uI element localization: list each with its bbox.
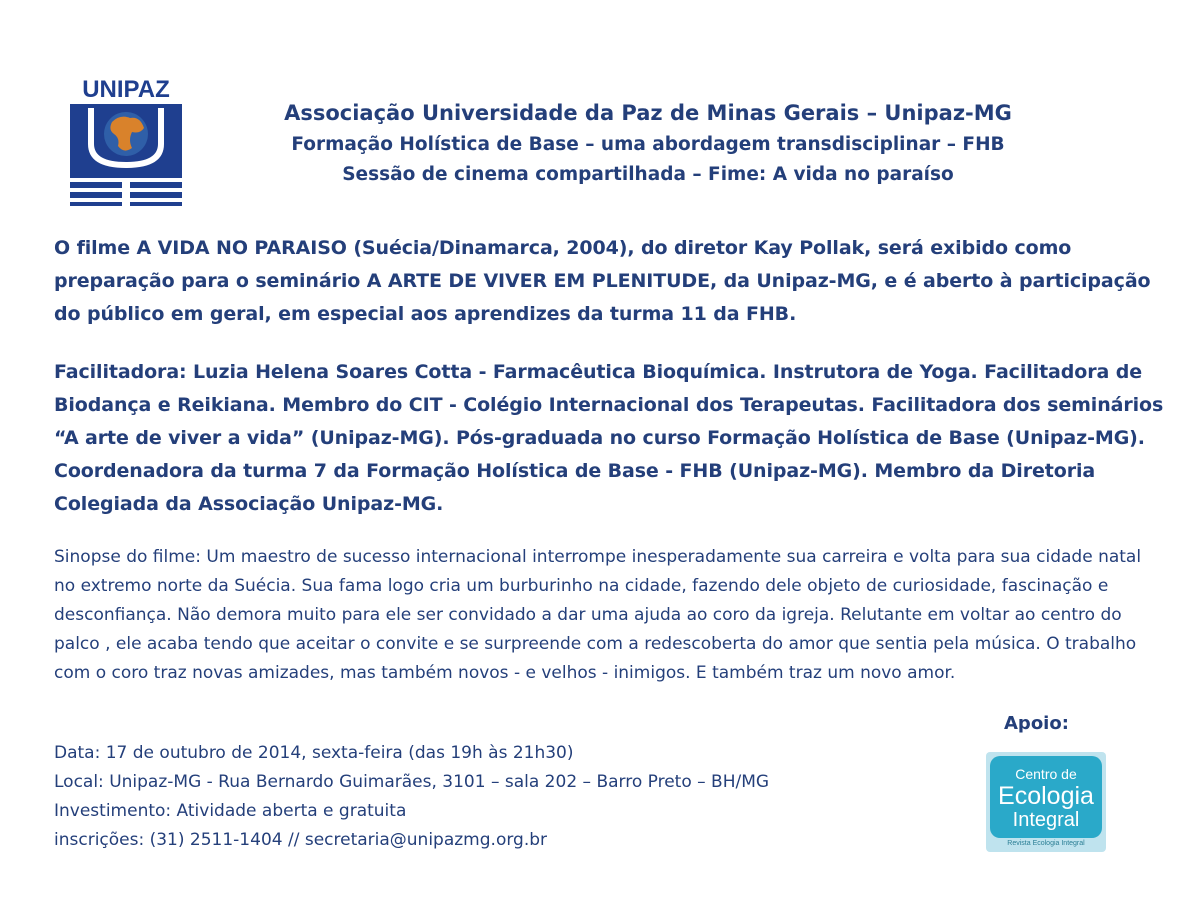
- header: [200, 96, 1096, 190]
- eco-logo-line3: Integral: [1012, 809, 1080, 831]
- event-date: Data: 17 de outubro de 2014, sexta-feira (das 19h às 21h30): [54, 743, 574, 763]
- eco-logo-line2: Ecologia: [998, 782, 1094, 810]
- support-label: Apoio:: [1004, 713, 1069, 734]
- org-title: Associação Universidade da Paz de Minas Gerais – Unipaz-MG: [284, 101, 1012, 125]
- unipaz-emblem-icon: [70, 104, 182, 206]
- program-subtitle: Formação Holística de Base – uma abordagem transdisciplinar – FHB: [291, 134, 1005, 155]
- synopsis-paragraph: Sinopse do filme: Um maestro de sucesso internacional interrompe inesperadamente sua carreira e volta para sua cidade natal no extremo norte da Suécia. Sua fama logo cria um burburinho na cidade, fazendo dele objeto de curiosidade, fascinação e desconfiança. Não demora muito para ele ser convidado a dar uma ajuda ao coro da igreja. Relutante em voltar ao centro do palco , ele acaba tendo que aceitar o convite e se surpreende com a redescoberta do amor que sentia pela música. O trabalho com o coro traz novas amizades, mas também novos - e velhos - inimigos. E também traz um novo amor.: [54, 547, 1142, 683]
- ecologia-logo-badge: [990, 756, 1102, 838]
- event-location: Local: Unipaz-MG - Rua Bernardo Guimarães, 3101 – sala 202 – Barro Preto – BH/MG: [54, 772, 770, 792]
- unipaz-logo: [70, 78, 182, 206]
- event-registration: inscrições: (31) 2511-1404 // secretaria@unipazmg.org.br: [54, 830, 548, 850]
- eco-logo-subtitle: Revista Ecologia Integral: [1007, 840, 1085, 847]
- unipaz-logo-text: UNIPAZ: [82, 76, 170, 103]
- facilitator-paragraph: Facilitadora: Luzia Helena Soares Cotta - Farmacêutica Bioquímica. Instrutora de Yoga. Facilitadora de Biodança e Reikiana. Membro do CIT - Colégio Internacional dos Terapeutas. Facilitadora dos seminários “A arte de viver a vida” (Unipaz-MG). Pós-graduada no curso Formação Holística de Base (Unipaz-MG). Coordenadora da turma 7 da Formação Holística de Base - FHB (Unipaz-MG). Membro da Diretoria Colegiada da Associação Unipaz-MG.: [54, 361, 1164, 515]
- session-title: Sessão de cinema compartilhada – Fime: A vida no paraíso: [342, 164, 954, 185]
- event-investment: Investimento: Atividade aberta e gratuita: [54, 801, 407, 821]
- ecologia-integral-logo: [986, 752, 1106, 852]
- eco-logo-line1: Centro de: [1015, 766, 1077, 782]
- event-details: [54, 739, 954, 855]
- intro-paragraph: O filme A VIDA NO PARAISO (Suécia/Dinamarca, 2004), do diretor Kay Pollak, será exibido como preparação para o seminário A ARTE DE VIVER EM PLENITUDE, da Unipaz-MG, e é aberto à participação do público em geral, em especial aos aprendizes da turma 11 da FHB.: [54, 237, 1151, 325]
